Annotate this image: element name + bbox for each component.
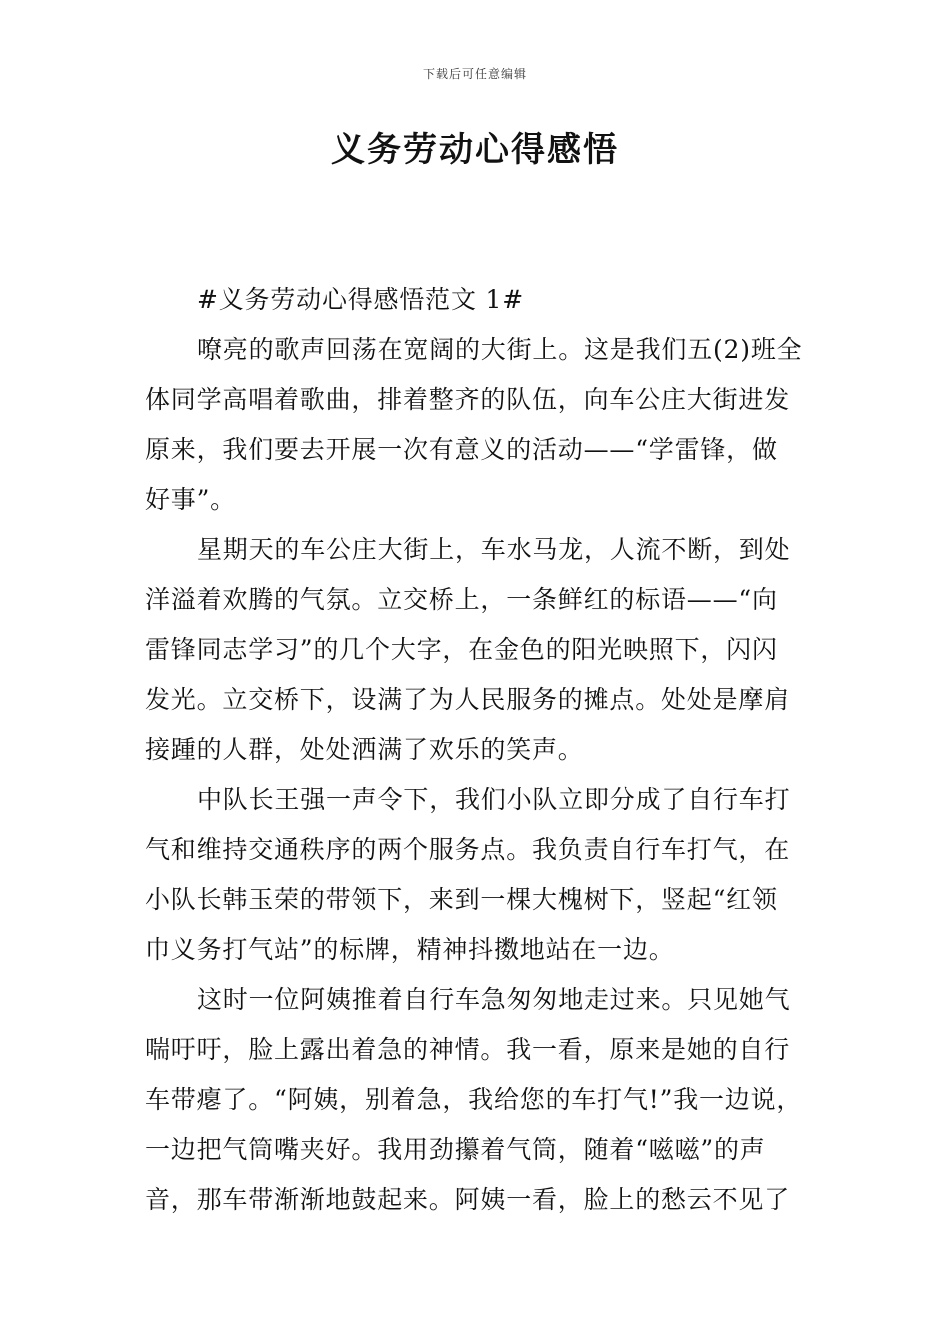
paragraph-line: 原来，我们要去开展一次有意义的活动——“学雷锋，做 <box>145 435 778 464</box>
paragraph-line: 中队长王强一声令下，我们小队立即分成了自行车打 <box>197 785 791 814</box>
paragraph-line: 洋溢着欢腾的气氛。立交桥上，一条鲜红的标语——“向 <box>145 585 778 614</box>
paragraph-line: 喘吁吁，脸上露出着急的神情。我一看，原来是她的自行 <box>145 1035 791 1064</box>
header-note: 下载后可任意编辑 <box>422 67 527 81</box>
paragraph-line: 嘹亮的歌声回荡在宽阔的大街上。这是我们五(2)班全 <box>197 335 803 364</box>
paragraph-line: 车带瘪了。“阿姨，别着急，我给您的车打气!”我一边说， <box>145 1085 803 1114</box>
paragraph-line: 音，那车带渐渐地鼓起来。阿姨一看，脸上的愁云不见了 <box>145 1185 791 1214</box>
paragraph-line: 好事”。 <box>145 485 236 514</box>
document-title: 义务劳动心得感悟 <box>331 130 619 170</box>
paragraph-line: 一边把气筒嘴夹好。我用劲攥着气筒，随着“嗞嗞”的声 <box>145 1135 766 1164</box>
paragraph-line: 小队长韩玉荣的带领下，来到一棵大槐树下，竖起“红领 <box>145 885 778 914</box>
section-heading: #义务劳动心得感悟范文 1# <box>197 285 524 314</box>
paragraph-line: 发光。立交桥下，设满了为人民服务的摊点。处处是摩肩 <box>145 685 791 714</box>
paragraph-line: 雷锋同志学习”的几个大字，在金色的阳光映照下，闪闪 <box>145 635 778 664</box>
paragraph-line: 星期天的车公庄大街上，车水马龙，人流不断，到处 <box>197 535 791 564</box>
paragraph-line: 接踵的人群，处处洒满了欢乐的笑声。 <box>145 735 584 764</box>
paragraph-line: 体同学高唱着歌曲，排着整齐的队伍，向车公庄大街进发 <box>145 385 791 414</box>
document-body <box>145 275 810 1225</box>
paragraph-line: 巾义务打气站”的标牌，精神抖擞地站在一边。 <box>145 935 675 964</box>
paragraph-line: 气和维持交通秩序的两个服务点。我负责自行车打气，在 <box>145 835 791 864</box>
paragraph-line: 这时一位阿姨推着自行车急匆匆地走过来。只见她气 <box>197 985 791 1014</box>
